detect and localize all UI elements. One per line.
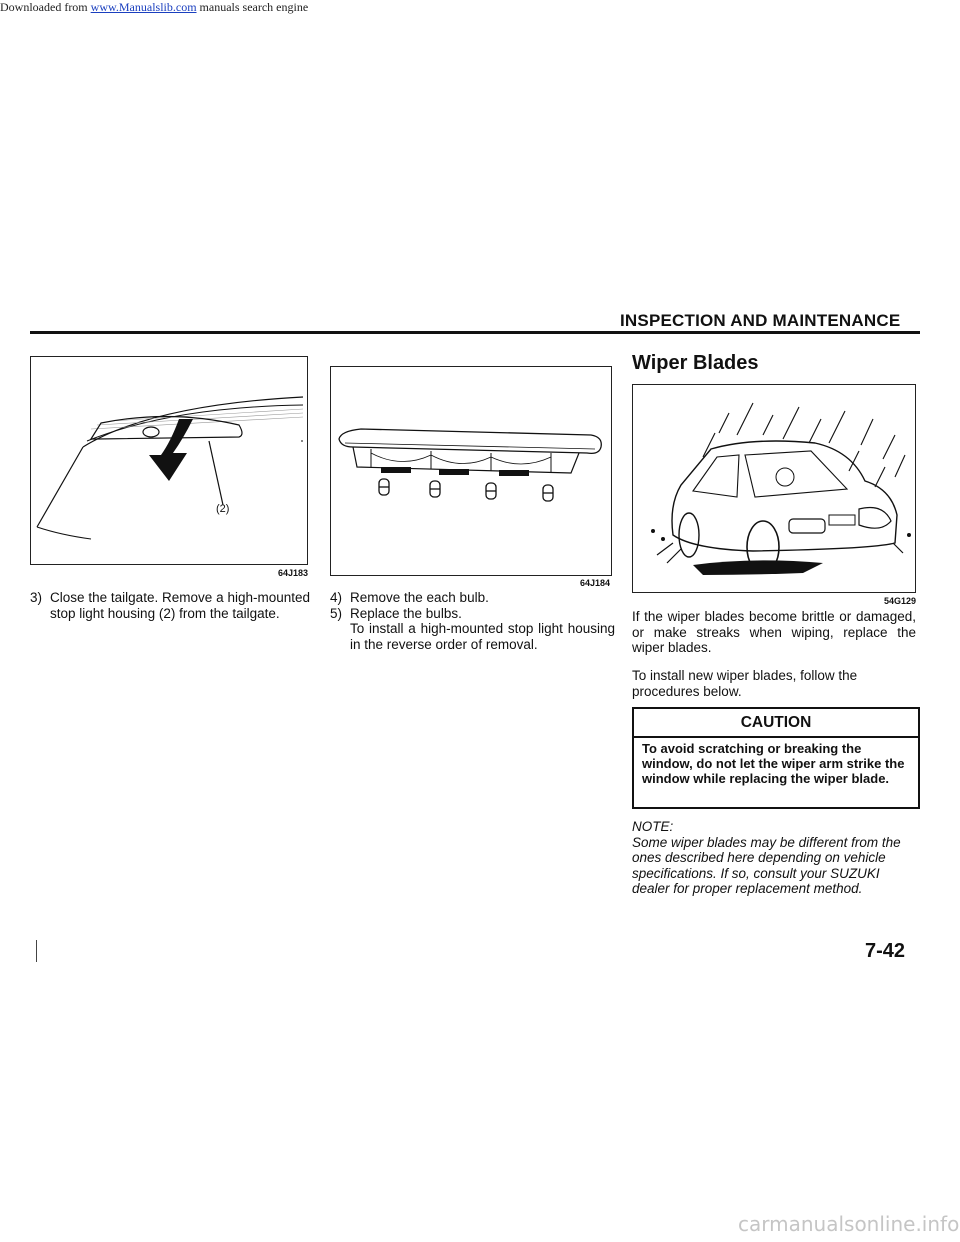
step-text: Remove the each bulb. (350, 590, 489, 605)
banner-prefix: Downloaded from (0, 0, 91, 14)
margin-mark (36, 940, 37, 962)
step-number: 5) (330, 605, 343, 621)
step-number: 3) (30, 590, 43, 605)
step-text: Replace the bulbs. (350, 605, 462, 621)
step-number: 4) (330, 590, 343, 605)
step-text: Close the tailgate. Remove a high-mounted stop light housing (2) from the tailgate. (50, 590, 310, 621)
callout-label: (2) (216, 503, 230, 515)
figure-code: 54G129 (883, 596, 916, 606)
figure-wiper-car (632, 384, 916, 593)
section-title: Wiper Blades (632, 352, 759, 374)
header-rule (30, 331, 920, 334)
figure-tailgate (30, 356, 308, 565)
tailgate-illustration (31, 357, 307, 564)
step-4 (330, 590, 615, 606)
step-5 (330, 606, 615, 622)
note-block (632, 819, 916, 897)
download-banner (0, 0, 308, 15)
note-text: Some wiper blades may be different from the ones described here depending on vehicle specifications. If so, consult your SUZUKI dealer for proper replacement method. (632, 834, 901, 896)
car-in-rain-illustration (633, 385, 915, 592)
figure-bulb-housing (330, 366, 612, 576)
stop-light-housing-illustration (331, 367, 611, 575)
section-header: INSPECTION AND MAINTENANCE (620, 311, 901, 330)
figure-code: 64J184 (579, 578, 610, 588)
watermark: carmanualsonline.info (738, 1212, 960, 1236)
step-5-detail: To install a high-mounted stop light housing in the reverse order of removal. (350, 621, 615, 652)
manualslib-link[interactable]: www.Manualslib.com (90, 0, 197, 14)
caution-heading: CAUTION (634, 709, 918, 738)
page-number: 7-42 (865, 940, 906, 962)
figure-code: 64J183 (277, 568, 308, 578)
step-3 (30, 590, 310, 621)
wiper-paragraph-1: If the wiper blades become brittle or damaged, or make streaks when wiping, replace the wiper blades. (632, 609, 916, 655)
wiper-paragraph-2: To install new wiper blades, follow the procedures below. (632, 668, 858, 699)
caution-box (632, 707, 920, 809)
caution-text: To avoid scratching or breaking the window, do not let the wiper arm strike the window while replacing the wiper blade. (642, 741, 905, 786)
note-label: NOTE: (632, 819, 674, 834)
banner-suffix: manuals search engine (196, 0, 309, 14)
steps-list (330, 590, 615, 652)
